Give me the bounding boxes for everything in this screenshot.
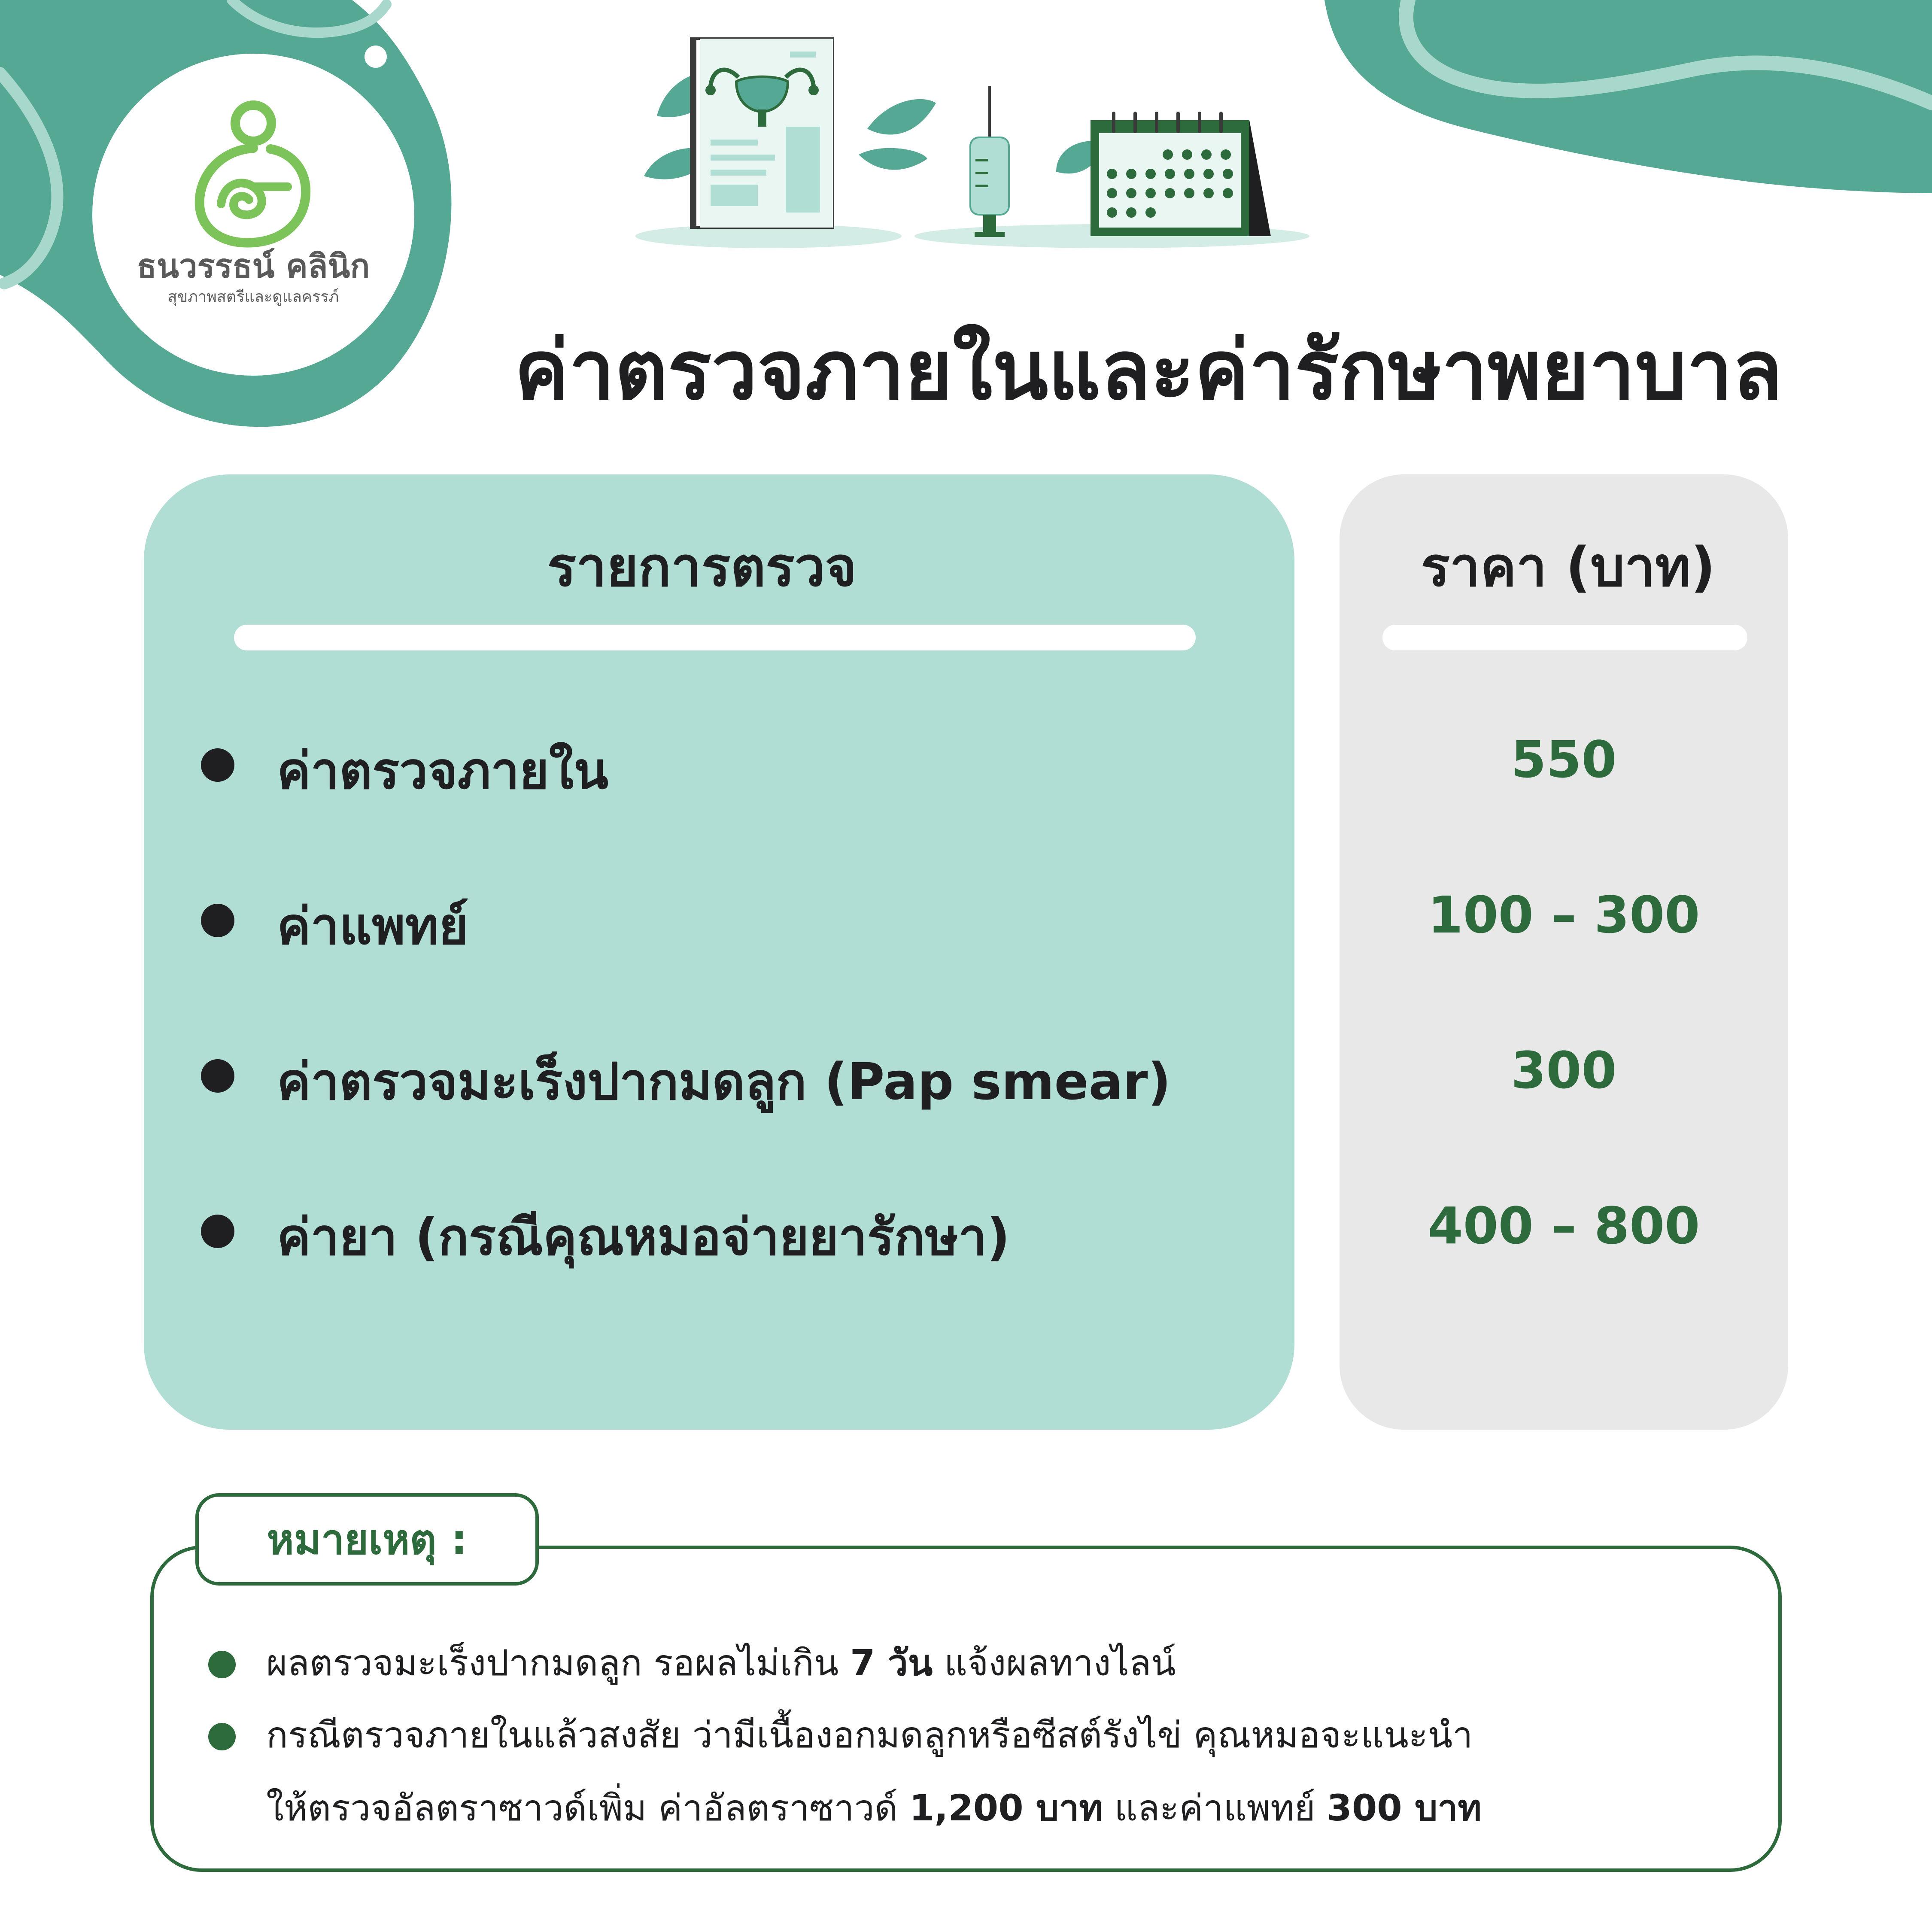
note-highlight: 1,200 บาท [909, 1787, 1103, 1829]
note-highlight: 7 วัน [850, 1642, 933, 1684]
clinic-tagline: สุขภาพสตรีและดูแลครรภ์ [167, 288, 339, 306]
header-illustration [627, 30, 1322, 270]
note-highlight: 300 บาท [1327, 1787, 1482, 1829]
note-text: และค่าแพทย์ [1103, 1787, 1327, 1829]
syringe-icon [970, 86, 1009, 237]
note-text: แจ้งผลทางไลน์ [933, 1642, 1176, 1684]
row-price: 400 – 800 [1428, 1196, 1700, 1255]
note-item [266, 1634, 1176, 1691]
note-bullet [208, 1651, 236, 1678]
row-price: 550 [1511, 730, 1617, 789]
row-label: ค่าตรวจภายใน [277, 741, 609, 800]
items-column-header: รายการตรวจ [547, 535, 857, 598]
items-header-divider [234, 625, 1196, 650]
note-text: ให้ตรวจอัลตราซาวด์เพิ่ม ค่าอัลตราซาวด์ [266, 1787, 909, 1829]
small-bubble [365, 46, 387, 68]
row-bullet [201, 1215, 234, 1248]
price-column-header: ราคา (บาท) [1421, 535, 1716, 598]
page-title: ค่าตรวจภายในและค่ารักษาพยาบาล [514, 323, 1783, 418]
row-price: 300 [1511, 1041, 1617, 1100]
price-panel [1340, 474, 1788, 1430]
row-label: ค่าตรวจมะเร็งปากมดลูก (Pap smear) [277, 1052, 1171, 1111]
row-label: ค่าแพทย์ [277, 896, 468, 956]
row-price: 100 – 300 [1428, 885, 1700, 945]
calendar-icon [1091, 112, 1271, 236]
row-label: ค่ายา (กรณีคุณหมอจ่ายยารักษา) [277, 1207, 1010, 1267]
row-bullet [201, 1059, 234, 1093]
clinic-mother-logo-icon [189, 97, 318, 251]
notes-title: หมายเหตุ : [267, 1515, 468, 1564]
notes-tab [195, 1493, 539, 1586]
clinic-name: ธนวรรธน์ คลินิก [137, 247, 370, 285]
note-item-continued [266, 1779, 1482, 1836]
note-item: กรณีตรวจภายในแล้วสงสัย ว่ามีเนื้องอกมดลูกหรือซีสต์รังไข่ คุณหมอจะแนะนำ [266, 1714, 1473, 1756]
uterus-chart-icon [691, 39, 833, 228]
note-bullet [208, 1723, 236, 1750]
price-header-divider [1382, 625, 1747, 650]
top-right-blob [1324, 0, 1932, 193]
note-text: ผลตรวจมะเร็งปากมดลูก รอผลไม่เกิน [266, 1642, 850, 1684]
row-bullet [201, 748, 234, 782]
row-bullet [201, 904, 234, 937]
